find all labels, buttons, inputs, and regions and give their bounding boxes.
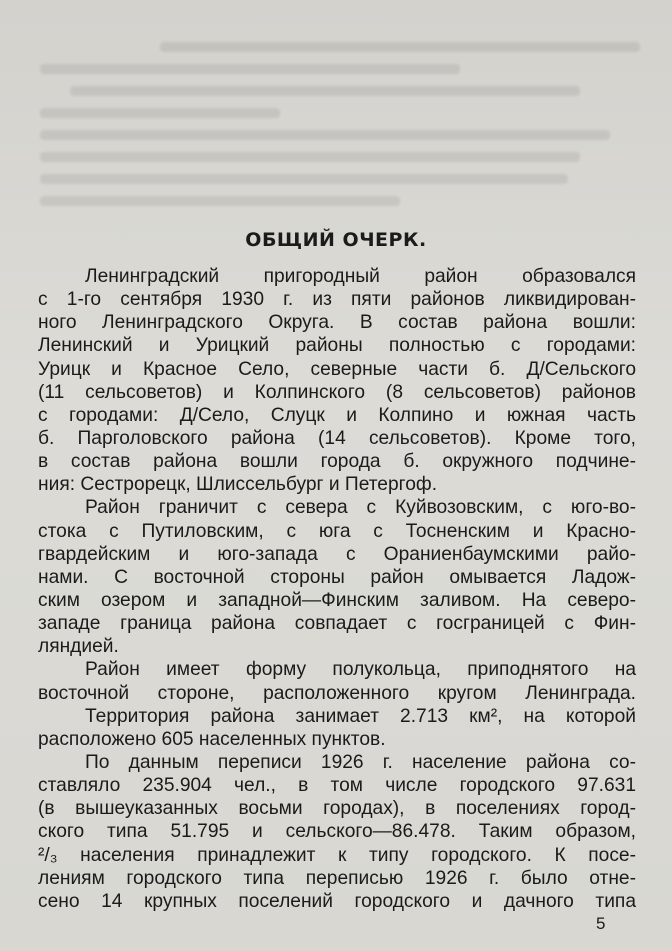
- text-line: в состав района вошли города б. окружного подчине-: [38, 451, 636, 473]
- text-line: ским озером и западной—Финским заливом. На северо-: [38, 589, 636, 611]
- page-number: 5: [596, 914, 606, 933]
- text-line: ния: Сестрорецк, Шлиссельбург и Петергоф.: [38, 474, 438, 496]
- body-text: [38, 265, 636, 913]
- text-line: ского типа 51.795 и сельского—86.478. Таким образом,: [38, 821, 636, 843]
- text-line: (в вышеуказанных восьми городах), в поселениях город-: [38, 798, 636, 820]
- text-line: восточной стороне, расположенного кругом Ленинграда.: [38, 682, 636, 704]
- text-line: сено 14 крупных поселений городского и дачного типа: [38, 890, 636, 912]
- text-line: ляндией.: [38, 636, 119, 658]
- text-line: Район имеет форму полукольца, приподнятого на: [85, 659, 636, 681]
- text-line: Территория района занимает 2.713 км², на которой: [85, 705, 636, 727]
- text-line: Урицк и Красное Село, северные части б. Д/Сельского: [38, 358, 636, 380]
- page-title: ОБЩИЙ ОЧЕРК.: [245, 229, 427, 251]
- text-line: гвардейским и юго-запада с Ораниенбаумскими райо-: [38, 543, 636, 565]
- text-line: с городами: Д/Село, Слуцк и Колпино и южная часть: [38, 404, 636, 426]
- text-line: нами. С восточной стороны район омывается Ладож-: [38, 566, 636, 588]
- text-line: Ленинский и Урицкий районы полностью с городами:: [38, 335, 636, 357]
- text-line: с 1-го сентября 1930 г. из пяти районов ликвидирован-: [38, 289, 636, 311]
- text-line: ного Ленинградского Округа. В состав района вошли:: [38, 312, 636, 334]
- text-line: По данным переписи 1926 г. население района со-: [85, 751, 636, 773]
- text-line: б. Парголовского района (14 сельсоветов). Кроме того,: [38, 427, 636, 449]
- bleed-through-text: [40, 30, 640, 260]
- text-line: стока с Путиловским, с юга с Тосненским и Красно-: [38, 520, 636, 542]
- text-line: ²/₃ населения принадлежит к типу городского. К посе-: [38, 844, 636, 866]
- text-line: Ленинградский пригородный район образовался: [85, 266, 636, 287]
- text-line: ставляло 235.904 чел., в том числе городского 97.631: [38, 775, 636, 797]
- text-line: расположено 605 населенных пунктов.: [38, 728, 386, 750]
- text-line: (11 сельсоветов) и Колпинского (8 сельсоветов) районов: [38, 381, 636, 403]
- text-line: лениям городского типа переписью 1926 г. было отне-: [38, 867, 636, 889]
- text-line: западе граница района совпадает с госграницей с Фин-: [38, 613, 636, 635]
- text-line: Район граничит с севера с Куйвозовским, с юго-во-: [85, 497, 636, 519]
